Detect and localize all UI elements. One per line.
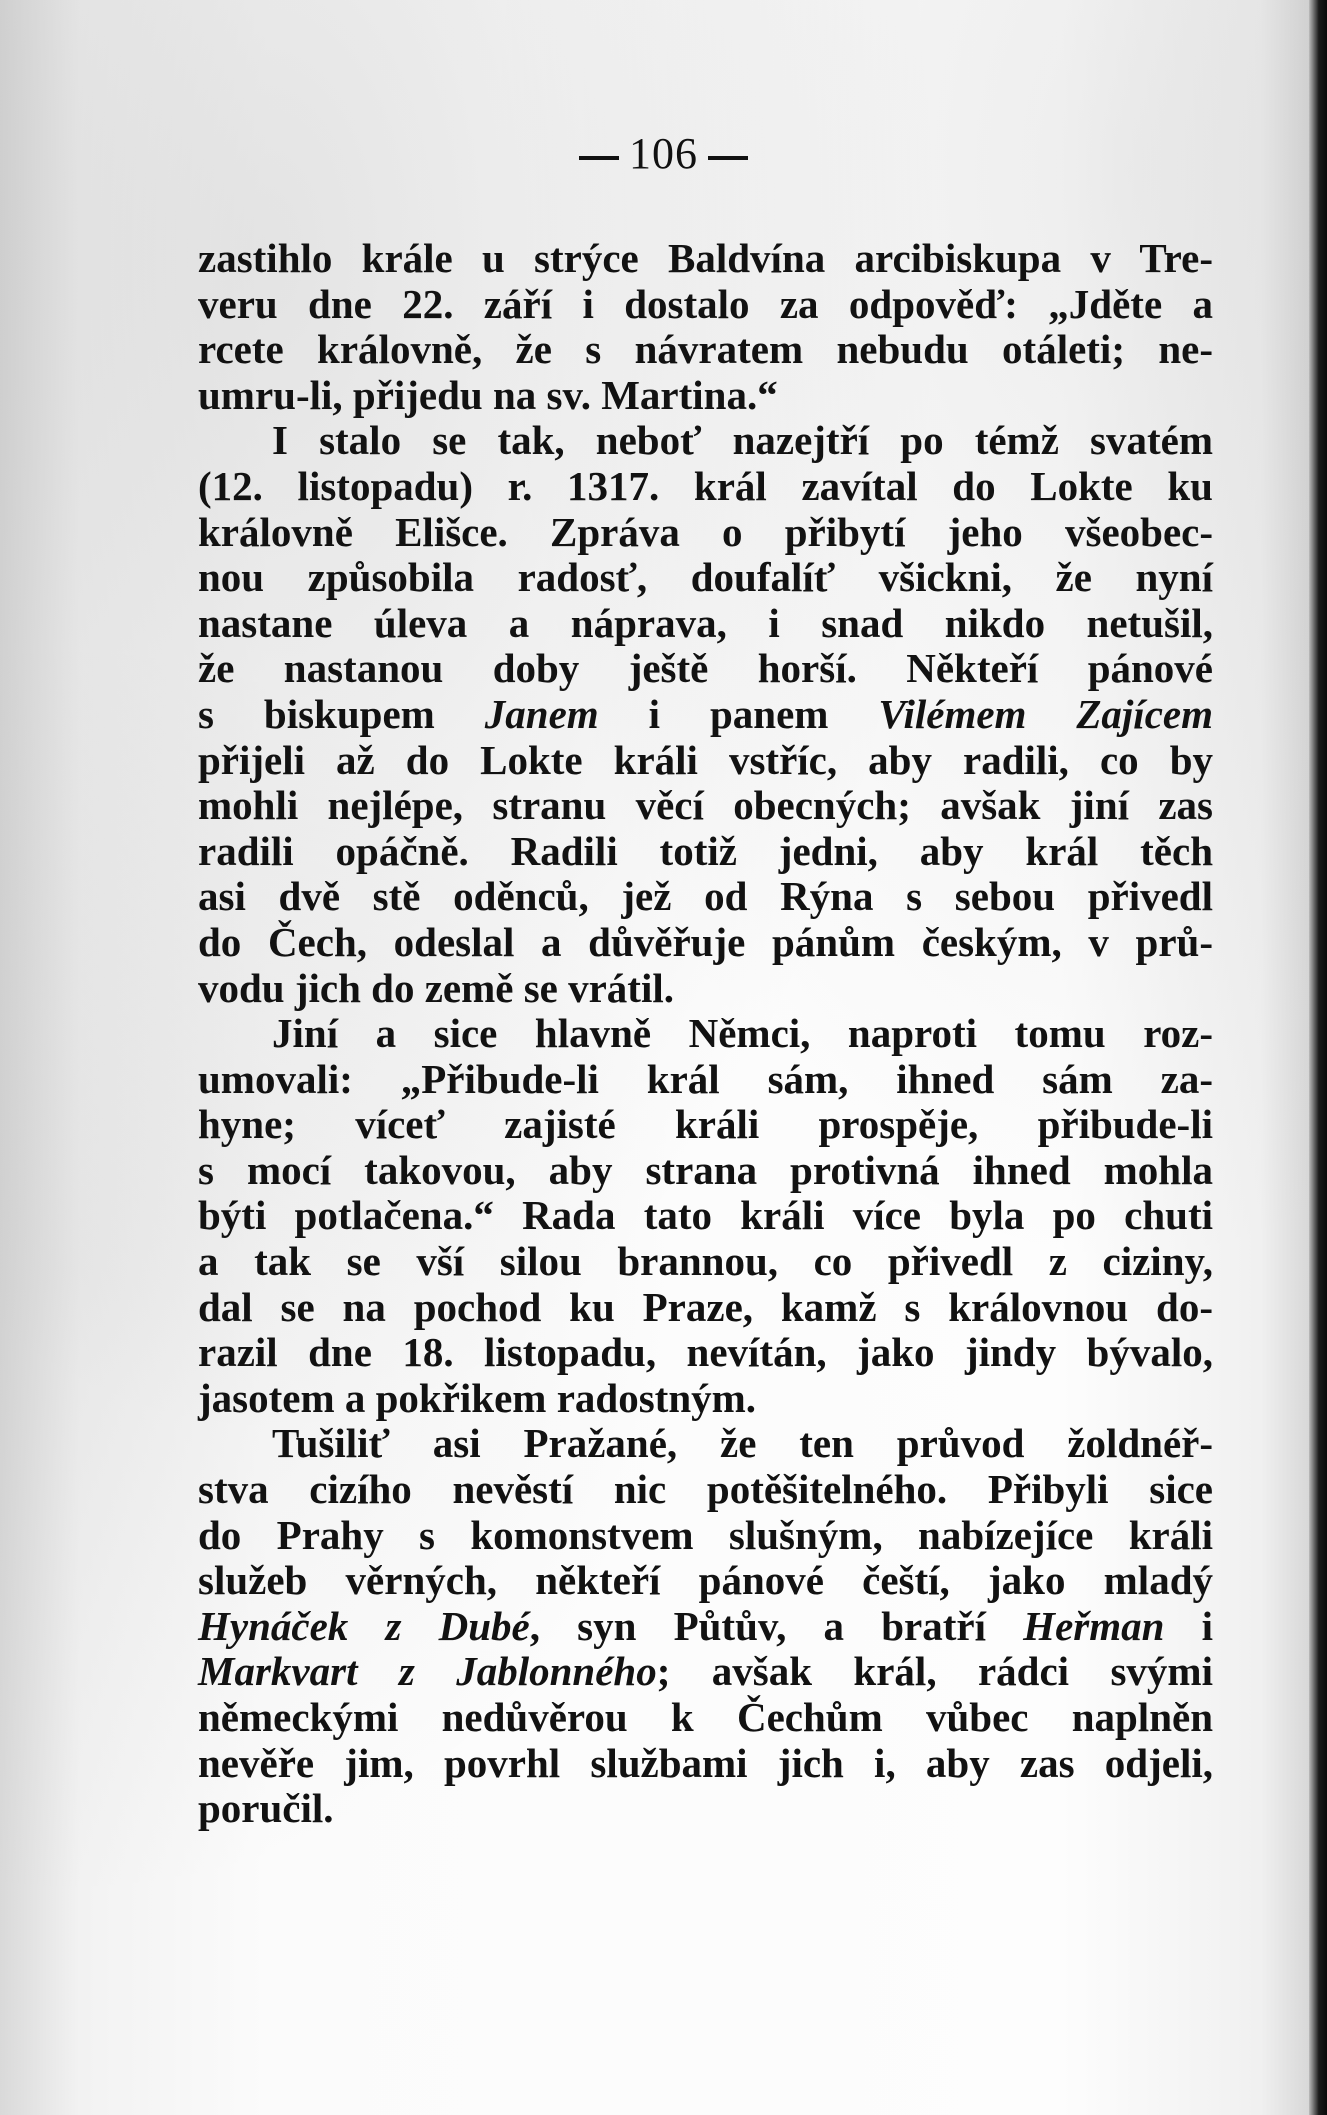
text-line: býti potlačena.“ Rada tato králi více byla po chuti <box>198 1192 1213 1239</box>
text-line: nou způsobila radosť, doufalíť všickni, že nyní <box>198 554 1213 601</box>
text-line: hyne; víceť zajisté králi prospěje, přibude-li <box>198 1101 1213 1148</box>
page-number-value: 106 <box>629 129 698 178</box>
text-line: zastihlo krále u strýce Baldvína arcibiskupa v Tre- <box>198 235 1213 281</box>
text-line: do Prahy s komonstvem slušným, nabízejíce králi <box>198 1511 1213 1558</box>
text-line: přijeli až do Lokte králi vstříc, aby radili, co by <box>198 736 1213 783</box>
text-line: stva cizího nevěstí nic potěšitelného. Přibyli sice <box>198 1466 1213 1513</box>
text-line: že nastanou doby ještě horší. Někteří pánové <box>198 645 1213 692</box>
page-edge-shadow <box>1309 0 1327 2115</box>
text-line: veru dne 22. září i dostalo za odpověď: „Jděte a <box>198 280 1213 327</box>
italic-name: Heřman <box>1023 1602 1165 1649</box>
text-line <box>198 1604 1213 1650</box>
text-line: poručil. <box>198 1785 334 1832</box>
text-line: mohli nejlépe, stranu věcí obecných; avšak jiní zas <box>198 782 1213 829</box>
text-line: radili opáčně. Radili totiž jedni, aby král těch <box>198 827 1213 874</box>
text-segment: s biskupem <box>198 690 485 737</box>
paragraph-start-line: I stalo se tak, neboť nazejtří po témž svatém <box>272 417 1213 464</box>
text-line: služeb věrných, někteří pánové čeští, jako mladý <box>198 1557 1213 1604</box>
page-number <box>0 128 1327 179</box>
paragraph-start-line: Jiní a sice hlavně Němci, naproti tomu roz- <box>272 1010 1213 1057</box>
text-line: jasotem a pokřikem radostným. <box>198 1374 757 1421</box>
text-line: (12. listopadu) r. 1317. král zavítal do Lokte ku <box>198 462 1213 509</box>
italic-name: Vilémem Zajícem <box>878 690 1213 737</box>
text-line: razil dne 18. listopadu, nevítán, jako jindy bývalo, <box>198 1329 1213 1376</box>
text-line <box>198 1649 1213 1695</box>
paragraph-start-line: Tušiliť asi Pražané, že ten průvod žoldnéř- <box>272 1420 1213 1467</box>
text-line: do Čech, odeslal a důvěřuje pánům českým, v prů- <box>198 918 1213 965</box>
text-line: asi dvě stě oděnců, jež od Rýna s sebou přivedl <box>198 873 1213 920</box>
italic-name: Janem <box>484 690 599 737</box>
dash-left <box>579 156 619 160</box>
text-segment: ; avšak král, rádci svými <box>656 1648 1213 1695</box>
italic-name: Markvart z Jablonného <box>198 1648 657 1695</box>
dash-right <box>708 156 748 160</box>
text-line: dal se na pochod ku Praze, kamž s královnou do- <box>198 1283 1213 1330</box>
text-segment: i panem <box>598 690 879 737</box>
text-line: umru-li, přijedu na sv. Martina.“ <box>198 371 778 418</box>
body-text <box>198 236 1213 1832</box>
text-line: nastane úleva a náprava, i snad nikdo netušil, <box>198 599 1213 646</box>
text-line: německými nedůvěrou k Čechům vůbec naplněn <box>198 1694 1213 1740</box>
text-line <box>198 692 1213 738</box>
text-segment: i <box>1164 1602 1213 1649</box>
text-line: vodu jich do země se vrátil. <box>198 964 674 1011</box>
text-line: a tak se vší silou brannou, co přivedl z ciziny, <box>198 1238 1213 1285</box>
text-line: s mocí takovou, aby strana protivná ihned mohla <box>198 1146 1213 1193</box>
text-line: nevěře jim, povrhl službami jich i, aby zas odjeli, <box>198 1739 1213 1786</box>
italic-name: Hynáček z Dubé <box>198 1602 530 1649</box>
text-line: rcete královně, že s návratem nebudu otáleti; ne- <box>198 326 1213 373</box>
text-line: umovali: „Přibude-li král sám, ihned sám za- <box>198 1055 1213 1102</box>
text-segment: , syn Půtův, a bratří <box>529 1602 1024 1649</box>
text-line: královně Elišce. Zpráva o přibytí jeho všeobec- <box>198 508 1213 555</box>
